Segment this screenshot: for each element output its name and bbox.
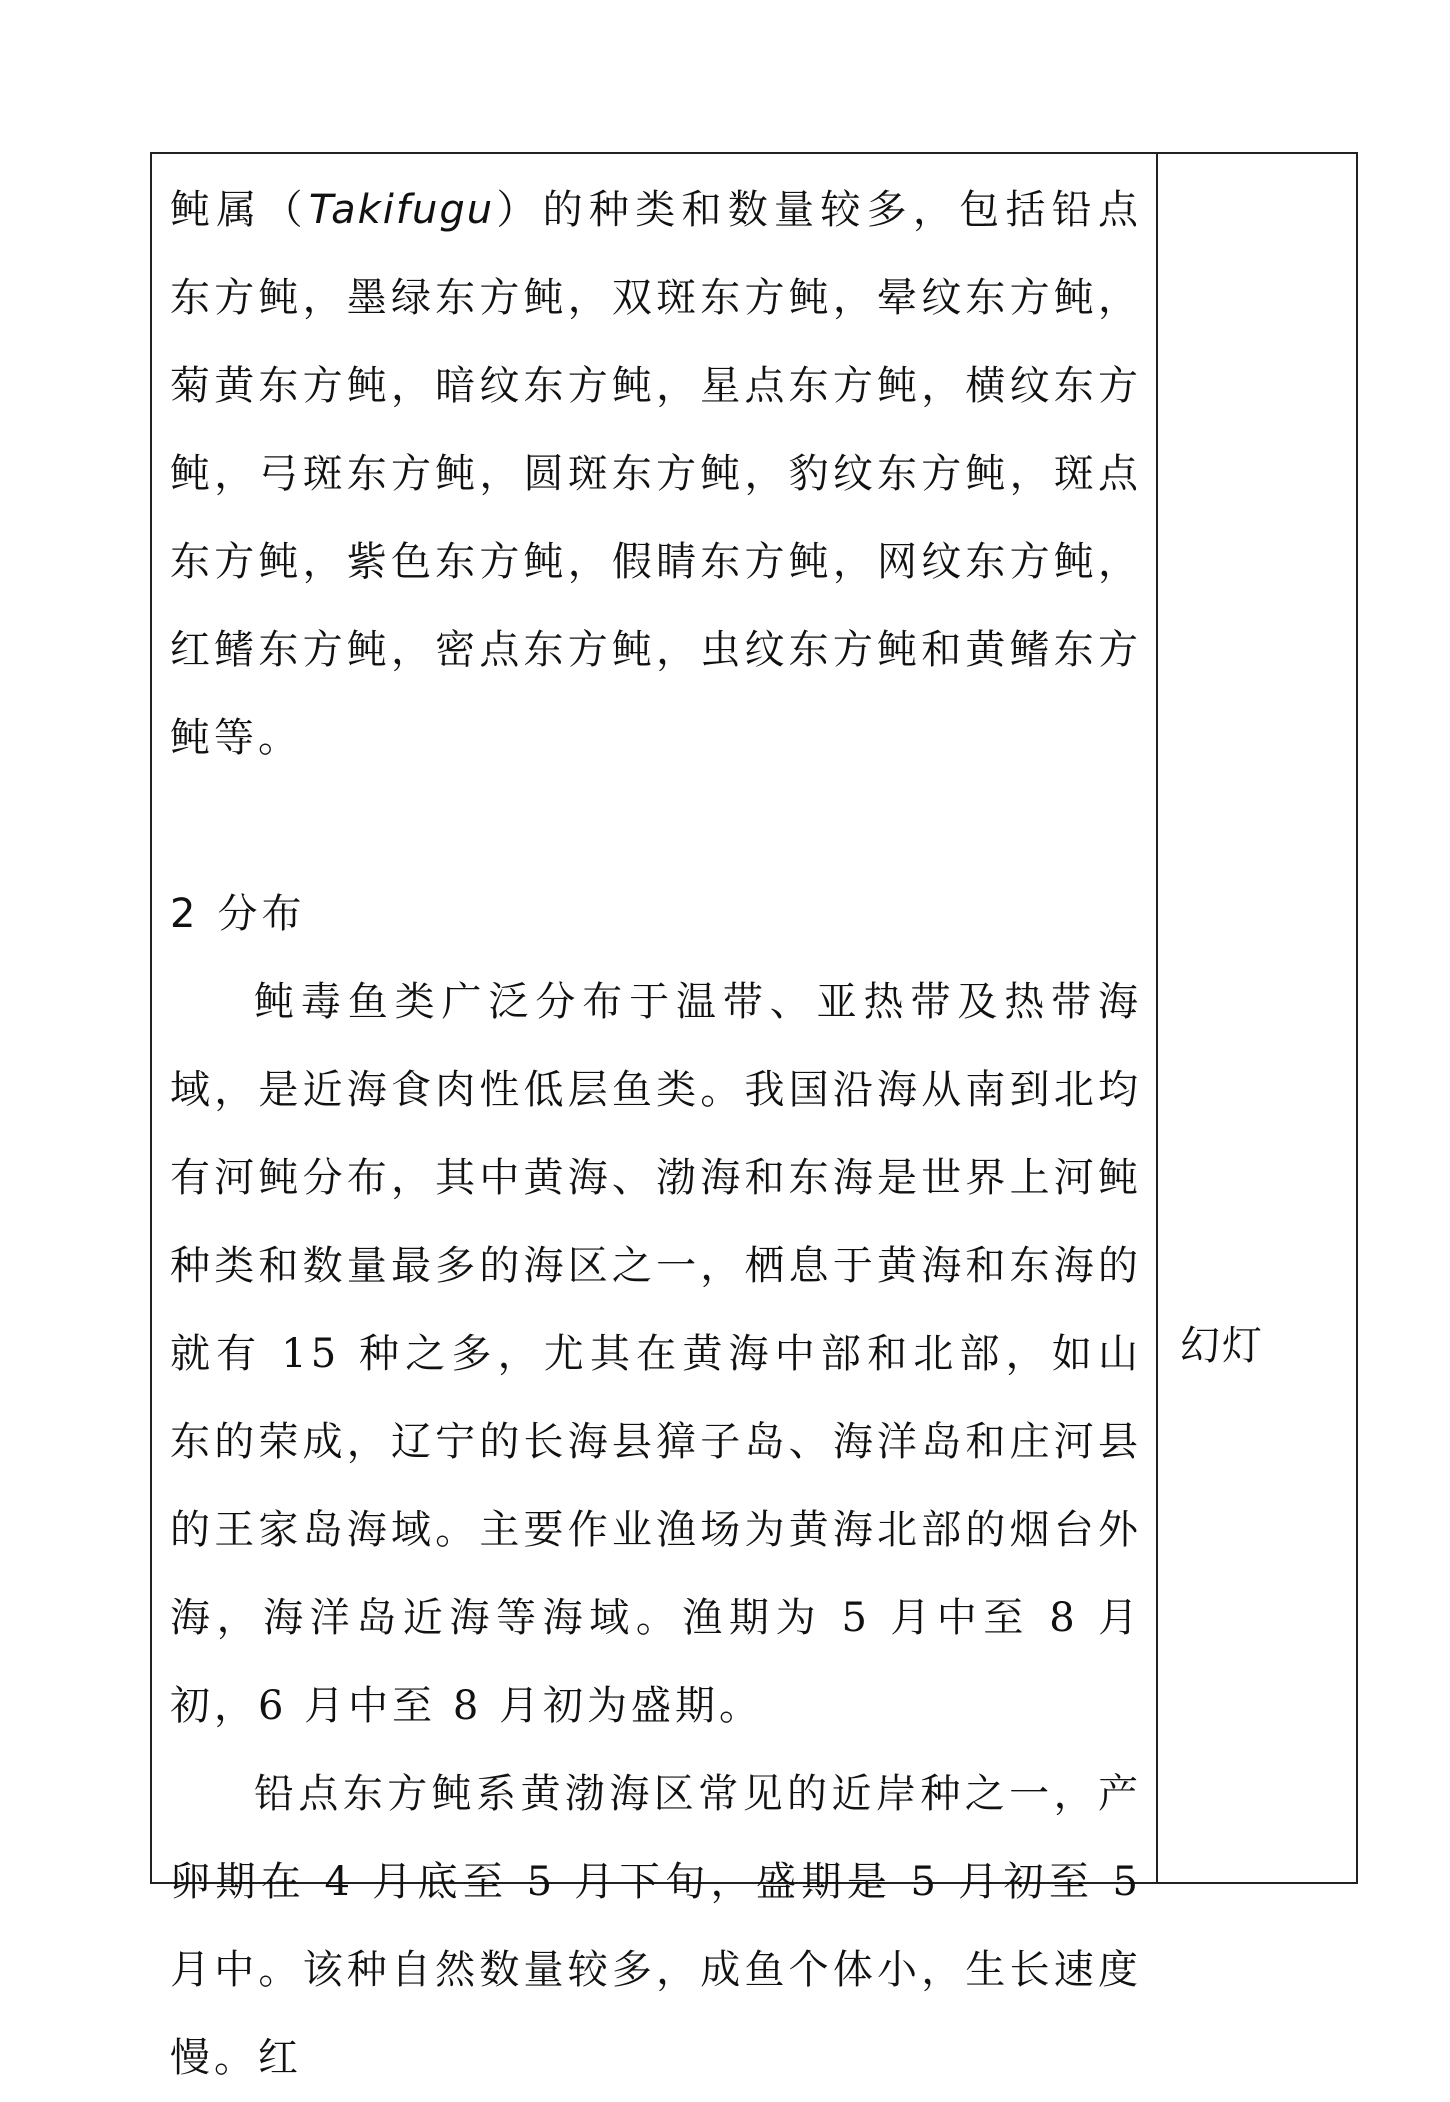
lesson-table	[150, 152, 1358, 2081]
intro-prefix: 鲀属（	[170, 187, 309, 233]
content-cell	[152, 154, 1158, 2081]
notes-cell	[1158, 154, 1356, 1882]
section-number: 2	[170, 891, 200, 937]
blank-line	[170, 782, 1142, 870]
intro-paragraph	[170, 166, 1142, 782]
genus-name: Takifugu	[308, 187, 495, 233]
section-heading	[170, 870, 1142, 958]
species-paragraph: 铅点东方鲀系黄渤海区常见的近岸种之一，产卵期在 4 月底至 5 月下旬，盛期是 5 月初至 5 月中。该种自然数量较多，成鱼个体小，生长速度慢。红	[170, 1771, 1142, 2081]
intro-suffix: ）的种类和数量较多，包括铅点东方鲀，墨绿东方鲀，双斑东方鲀，晕纹东方鲀，菊黄东方鲀，暗纹东方鲀，星点东方鲀，横纹东方鲀，弓斑东方鲀，圆斑东方鲀，豹纹东方鲀，斑点东方鲀，紫色东方鲀，假睛东方鲀，网纹东方鲀，红鳍东方鲀，密点东方鲀，虫纹东方鲀和黄鳍东方鲀等。	[170, 187, 1143, 761]
section-title: 分布	[217, 891, 306, 937]
distribution-paragraph: 鲀毒鱼类广泛分布于温带、亚热带及热带海域，是近海食肉性低层鱼类。我国沿海从南到北均有河鲀分布，其中黄海、渤海和东海是世界上河鲀种类和数量最多的海区之一，栖息于黄海和东海的就有 15 种之多，尤其在黄海中部和北部，如山东的荣成，辽宁的长海县獐子岛、海洋岛和庄河县的王家岛海域。主要作业渔场为黄海北部的烟台外海，海洋岛近海等海域。渔期为 5 月中至 8 月初，6 月中至 8 月初为盛期。	[170, 979, 1142, 1729]
side-note: 幻灯	[1180, 1323, 1264, 1369]
